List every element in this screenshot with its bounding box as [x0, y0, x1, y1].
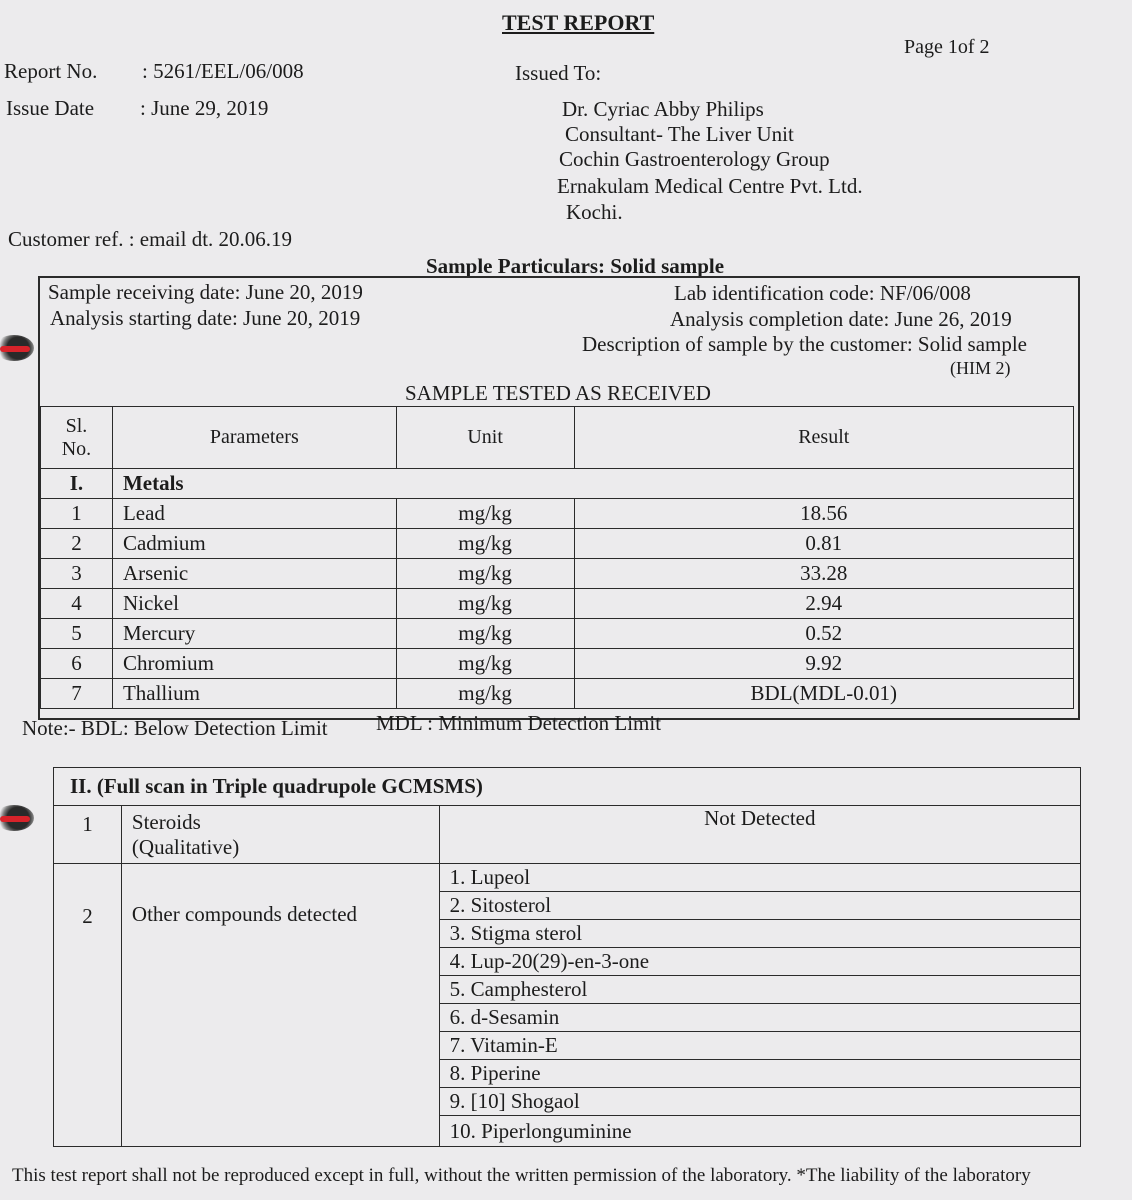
section-row-metals [41, 469, 1074, 499]
report-no-label: Report No. [4, 59, 98, 83]
row-unit: mg/kg [396, 589, 574, 619]
list-item: 2. Sitosterol [440, 892, 1080, 920]
row-unit: mg/kg [396, 649, 574, 679]
footer-disclaimer: This test report shall not be reproduced except in full, without the written permission of the laboratory. *The liability of the laboratory [12, 1165, 1031, 1186]
list-item: 5. Camphesterol [440, 976, 1080, 1004]
row-parameter: Arsenic [112, 559, 396, 589]
note-mdl: MDL : Minimum Detection Limit [376, 711, 662, 735]
row-number: 1 [41, 499, 113, 529]
row-unit: mg/kg [396, 619, 574, 649]
customer-ref: Customer ref. : email dt. 20.06.19 [8, 227, 293, 251]
header-result: Result [574, 407, 1073, 469]
recipient-line: Ernakulam Medical Centre Pvt. Ltd. [557, 174, 863, 198]
row-parameter: Other compounds detected [121, 864, 439, 1147]
row-number: 3 [41, 559, 113, 589]
table-header-row [41, 407, 1074, 469]
row-number: 4 [41, 589, 113, 619]
analysis-start-date: Analysis starting date: June 20, 2019 [50, 306, 361, 330]
list-item: 6. d-Sesamin [440, 1004, 1080, 1032]
sample-description: Description of sample by the customer: Solid sample [582, 332, 1027, 356]
list-item: 4. Lup-20(29)-en-3-one [440, 948, 1080, 976]
section-label: Metals [112, 469, 1073, 499]
list-item: 7. Vitamin-E [440, 1032, 1080, 1060]
table-row [41, 529, 1074, 559]
row-result: BDL(MDL-0.01) [574, 679, 1073, 709]
row-parameter [121, 806, 439, 864]
row-parameter: Mercury [112, 619, 396, 649]
recipient-line: Consultant- The Liver Unit [565, 122, 794, 146]
table-row [41, 589, 1074, 619]
list-item: 9. [10] Shogaol [440, 1088, 1080, 1116]
section-number: I. [41, 469, 113, 499]
compounds-row [54, 864, 1081, 1147]
gcmsms-heading: II. (Full scan in Triple quadrupole GCMSMS) [54, 768, 1081, 806]
row-result: 33.28 [574, 559, 1073, 589]
row-result: Not Detected [439, 806, 1080, 864]
row-unit: mg/kg [396, 529, 574, 559]
row-result: 0.81 [574, 529, 1073, 559]
recipient-line: Kochi. [566, 200, 623, 224]
row-unit: mg/kg [396, 499, 574, 529]
row-number: 5 [41, 619, 113, 649]
row-parameter: Chromium [112, 649, 396, 679]
metals-table [40, 406, 1074, 709]
row-parameter: Lead [112, 499, 396, 529]
gcmsms-heading-row [54, 768, 1081, 806]
sample-tested-as-received: SAMPLE TESTED AS RECEIVED [405, 381, 711, 405]
issue-date-label: Issue Date [6, 96, 95, 120]
row-result: 2.94 [574, 589, 1073, 619]
issue-date-value: : June 29, 2019 [140, 96, 269, 120]
table-row [41, 649, 1074, 679]
header-sl: Sl. [65, 414, 88, 437]
report-title: TEST REPORT [502, 10, 655, 35]
row-unit: mg/kg [396, 679, 574, 709]
binder-string-top [0, 346, 30, 352]
steroids-label: Steroids [131, 809, 201, 834]
lab-identification-code: Lab identification code: NF/06/008 [674, 281, 971, 305]
issued-to-label: Issued To: [515, 61, 602, 85]
list-item: 1. Lupeol [440, 864, 1080, 892]
list-item: 8. Piperine [440, 1060, 1080, 1088]
row-result: 9.92 [574, 649, 1073, 679]
report-no-value: : 5261/EEL/06/008 [142, 59, 304, 83]
binder-string-bottom [0, 816, 30, 822]
recipient-line: Cochin Gastroenterology Group [559, 147, 830, 171]
table-row [41, 619, 1074, 649]
note-bdl: Note:- BDL: Below Detection Limit [22, 716, 328, 740]
row-parameter: Thallium [112, 679, 396, 709]
page-number: Page 1of 2 [904, 36, 990, 58]
row-number: 2 [54, 864, 122, 1147]
row-number: 2 [41, 529, 113, 559]
recipient-line: Dr. Cyriac Abby Philips [562, 97, 764, 121]
header-sl-no [41, 407, 113, 469]
row-result: 18.56 [574, 499, 1073, 529]
list-item: 3. Stigma sterol [440, 920, 1080, 948]
row-number: 6 [41, 649, 113, 679]
row-number: 7 [41, 679, 113, 709]
table-row [41, 679, 1074, 709]
row-parameter: Cadmium [112, 529, 396, 559]
sample-heading: Sample Particulars: Solid sample [426, 254, 725, 278]
header-unit: Unit [396, 407, 574, 469]
header-parameters: Parameters [112, 407, 396, 469]
steroids-qualifier: (Qualitative) [131, 834, 240, 859]
row-result: 0.52 [574, 619, 1073, 649]
row-number: 1 [54, 806, 122, 864]
sample-description-code: (HIM 2) [950, 358, 1011, 378]
row-unit: mg/kg [396, 559, 574, 589]
table-row [54, 806, 1081, 864]
header-no: No. [61, 437, 92, 460]
compounds-list-cell [439, 864, 1080, 1147]
analysis-completion-date: Analysis completion date: June 26, 2019 [670, 307, 1012, 331]
row-parameter: Nickel [112, 589, 396, 619]
table-row [41, 499, 1074, 529]
list-item: 10. Piperlonguminine [449, 1119, 632, 1143]
sample-receiving-date: Sample receiving date: June 20, 2019 [48, 280, 363, 304]
gcmsms-table [53, 767, 1081, 1147]
table-row [41, 559, 1074, 589]
